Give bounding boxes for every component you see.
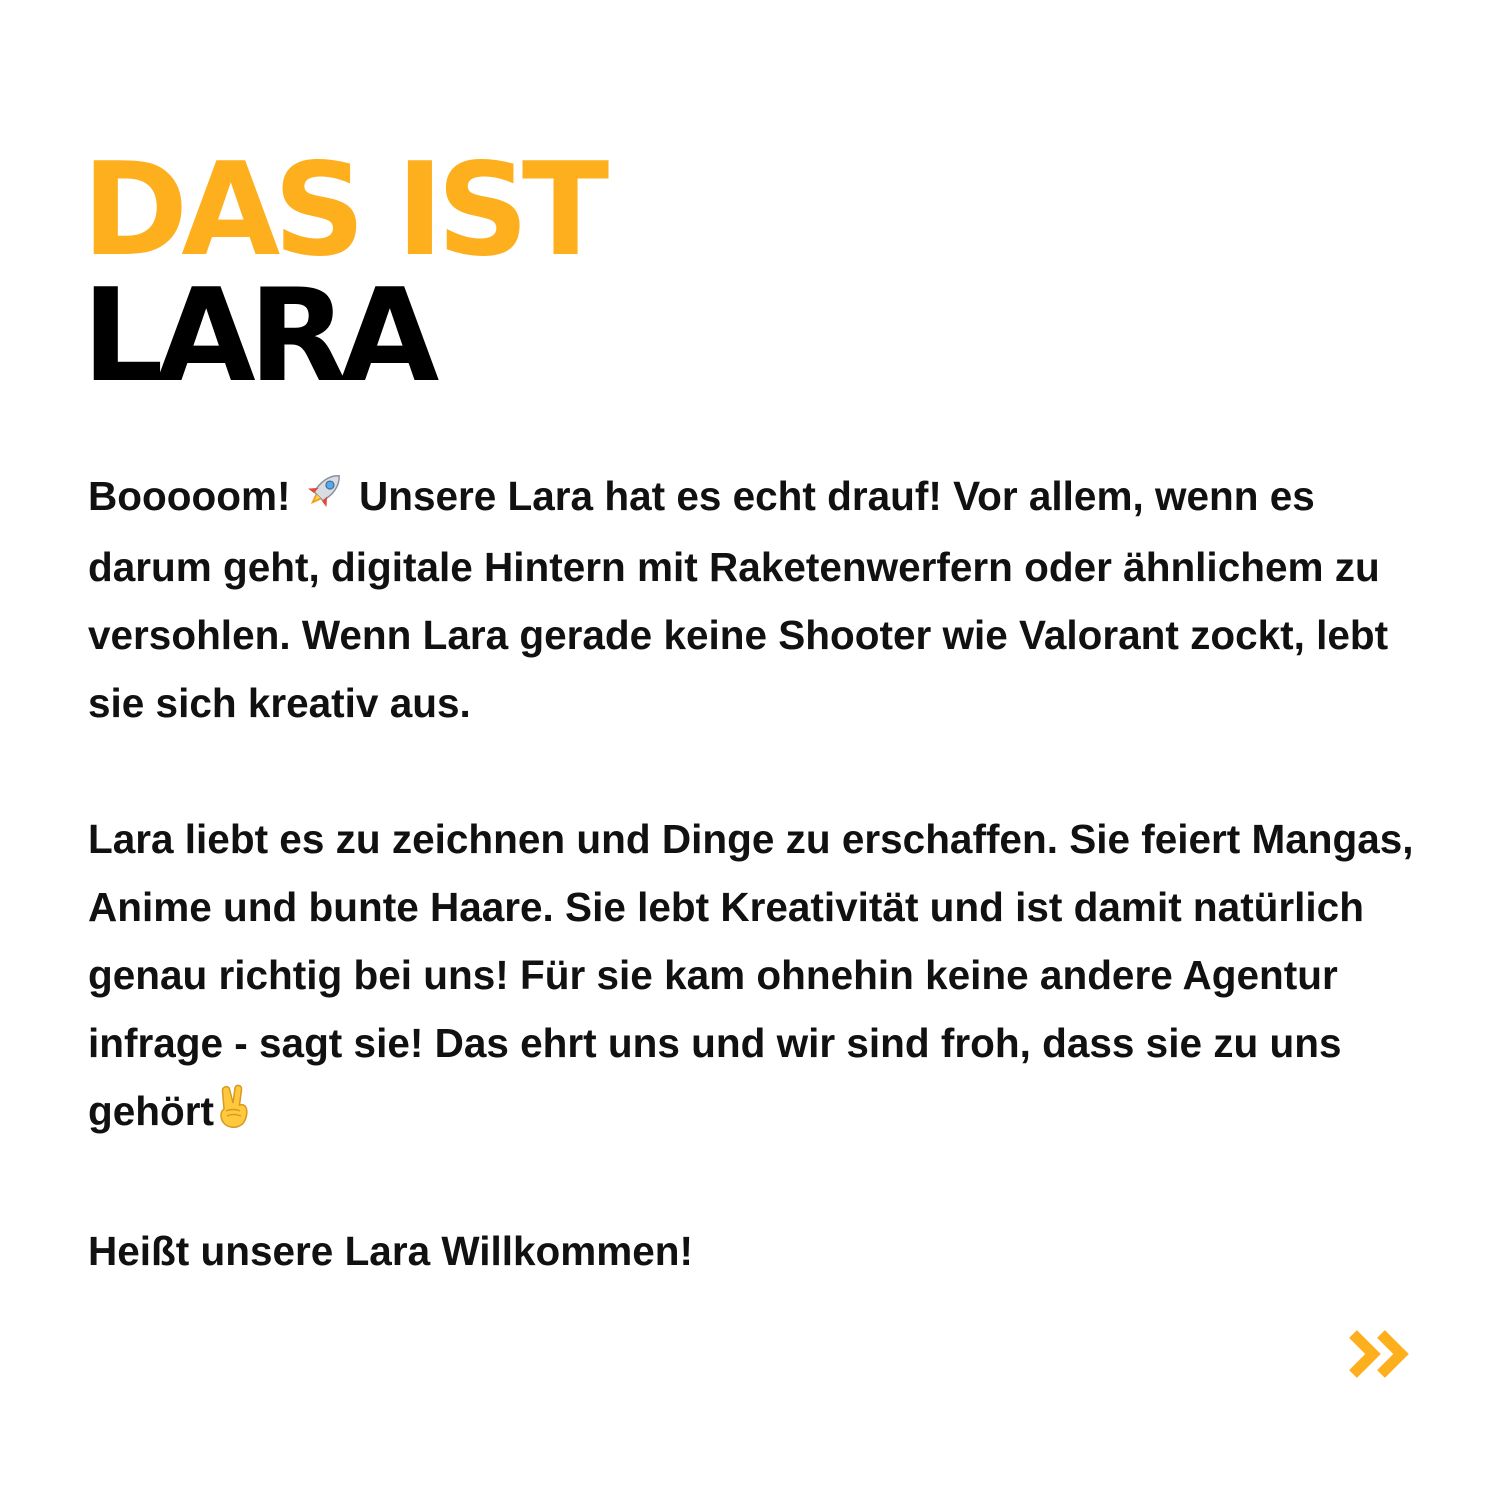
paragraph-hobbies-text: Lara liebt es zu zeichnen und Dinge zu erschaffen. Sie feiert Mangas, Anime und bunte Haare. Sie lebt Kreativität und ist damit natürlich genau richtig bei uns! Für sie kam ohnehin keine andere Agentur infrage - sagt sie! Das ehrt uns und wir sind froh, dass sie zu uns gehört [88, 816, 1414, 1135]
double-chevron-right-icon[interactable] [1347, 1326, 1413, 1382]
paragraph-intro [88, 462, 1428, 737]
intro-text [88, 462, 1428, 1285]
paragraph-hobbies [88, 805, 1428, 1148]
rocket-icon [302, 465, 348, 533]
title-line-lara: LARA [82, 262, 433, 411]
paragraph-welcome: Heißt unsere Lara Willkommen! [88, 1227, 694, 1274]
paragraph-intro-rest: Unsere Lara hat es echt drauf! Vor allem, wenn es darum geht, digitale Hintern mit Raketenwerfern oder ähnlichem zu versohlen. Wenn Lara gerade keine Shooter wie Valorant zockt, lebt sie sich kreativ aus. [88, 473, 1389, 727]
page-title [82, 136, 603, 411]
paragraph-intro-start: Booooom! [88, 473, 302, 519]
victory-hand-icon [214, 1081, 254, 1149]
title-line-das-ist: DAS IST [82, 136, 603, 285]
